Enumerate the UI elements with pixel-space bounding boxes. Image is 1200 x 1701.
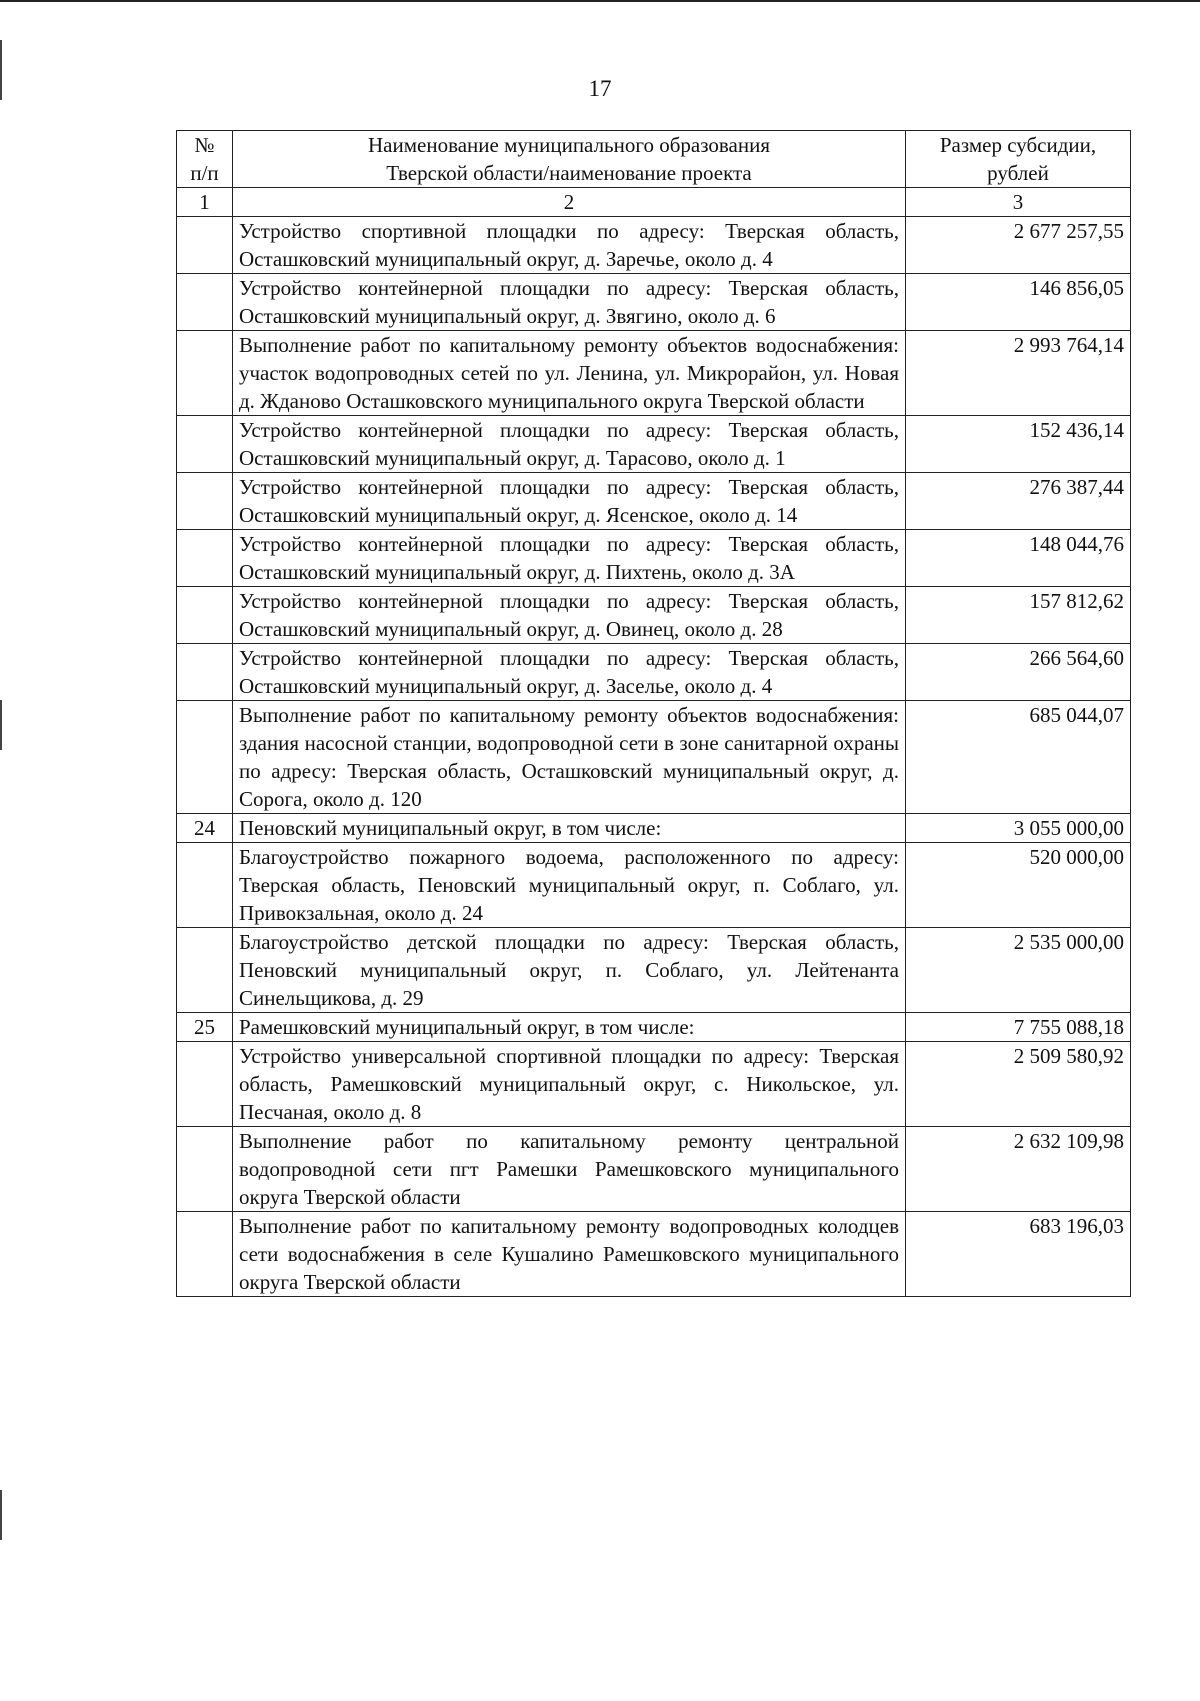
subsidy-amount: 2 535 000,00 bbox=[906, 928, 1131, 1013]
table-row bbox=[177, 416, 1131, 473]
table-row bbox=[177, 331, 1131, 416]
project-name: Устройство контейнерной площадки по адресу: Тверская область, Осташковский муниципальный округ, д. Звягино, около д. 6 bbox=[233, 274, 906, 331]
subsidy-amount: 276 387,44 bbox=[906, 473, 1131, 530]
project-name: Устройство контейнерной площадки по адресу: Тверская область, Осташковский муниципальный округ, д. Овинец, около д. 28 bbox=[233, 587, 906, 644]
table-row bbox=[177, 473, 1131, 530]
table-row bbox=[177, 1042, 1131, 1127]
row-number bbox=[177, 274, 233, 331]
row-number bbox=[177, 1127, 233, 1212]
project-name: Выполнение работ по капитальному ремонту водопроводных колодцев сети водоснабжения в селе Кушалино Рамешковского муниципального округа Тверской области bbox=[233, 1212, 906, 1297]
row-number: 25 bbox=[177, 1013, 233, 1042]
row-number bbox=[177, 1212, 233, 1297]
row-number bbox=[177, 1042, 233, 1127]
subsidy-amount: 152 436,14 bbox=[906, 416, 1131, 473]
row-number bbox=[177, 843, 233, 928]
row-number bbox=[177, 473, 233, 530]
table-row bbox=[177, 701, 1131, 814]
row-number bbox=[177, 644, 233, 701]
subsidy-amount: 146 856,05 bbox=[906, 274, 1131, 331]
row-number bbox=[177, 928, 233, 1013]
row-number bbox=[177, 701, 233, 814]
subsidy-amount: 266 564,60 bbox=[906, 644, 1131, 701]
subsidy-amount: 2 632 109,98 bbox=[906, 1127, 1131, 1212]
project-name: Устройство спортивной площадки по адресу: Тверская область, Осташковский муниципальный округ, д. Заречье, около д. 4 bbox=[233, 217, 906, 274]
column-number: 1 bbox=[177, 188, 233, 217]
table-row bbox=[177, 217, 1131, 274]
subsidy-amount: 7 755 088,18 bbox=[906, 1013, 1131, 1042]
table-row bbox=[177, 1212, 1131, 1297]
project-name: Устройство контейнерной площадки по адресу: Тверская область, Осташковский муниципальный округ, д. Заселье, около д. 4 bbox=[233, 644, 906, 701]
subsidy-amount: 685 044,07 bbox=[906, 701, 1131, 814]
project-name: Устройство контейнерной площадки по адресу: Тверская область, Осташковский муниципальный округ, д. Пихтень, около д. 3А bbox=[233, 530, 906, 587]
table-row bbox=[177, 644, 1131, 701]
subsidy-amount: 520 000,00 bbox=[906, 843, 1131, 928]
project-name: Благоустройство пожарного водоема, расположенного по адресу: Тверская область, Пеновский муниципальный округ, п. Соблаго, ул. Привокзальная, около д. 24 bbox=[233, 843, 906, 928]
project-name: Устройство контейнерной площадки по адресу: Тверская область, Осташковский муниципальный округ, д. Ясенское, около д. 14 bbox=[233, 473, 906, 530]
table-row bbox=[177, 1127, 1131, 1212]
subsidy-table bbox=[176, 130, 1131, 1297]
column-numbers-row bbox=[177, 188, 1131, 217]
row-number bbox=[177, 416, 233, 473]
header-number: № п/п bbox=[177, 131, 233, 188]
subsidy-amount: 2 993 764,14 bbox=[906, 331, 1131, 416]
subsidy-amount: 148 044,76 bbox=[906, 530, 1131, 587]
column-number: 3 bbox=[906, 188, 1131, 217]
subsidy-amount: 157 812,62 bbox=[906, 587, 1131, 644]
project-name: Выполнение работ по капитальному ремонту объектов водоснабжения: участок водопроводных сетей по ул. Ленина, ул. Микрорайон, ул. Новая д. Жданово Осташковского муниципального округа Тверской области bbox=[233, 331, 906, 416]
header-name: Наименование муниципального образования Тверской области/наименование проекта bbox=[233, 131, 906, 188]
row-number: 24 bbox=[177, 814, 233, 843]
column-number: 2 bbox=[233, 188, 906, 217]
table-row bbox=[177, 530, 1131, 587]
project-name: Благоустройство детской площадки по адресу: Тверская область, Пеновский муниципальный округ, п. Соблаго, ул. Лейтенанта Синельщикова, д. 29 bbox=[233, 928, 906, 1013]
row-number bbox=[177, 217, 233, 274]
scan-left-mark bbox=[0, 1490, 2, 1540]
project-name: Устройство универсальной спортивной площадки по адресу: Тверская область, Рамешковский муниципальный округ, с. Никольское, ул. Песчаная, около д. 8 bbox=[233, 1042, 906, 1127]
project-name: Пеновский муниципальный округ, в том числе: bbox=[233, 814, 906, 843]
scan-top-border bbox=[0, 0, 1200, 2]
table-group-row bbox=[177, 814, 1131, 843]
page-number: 17 bbox=[588, 76, 612, 101]
table-header-row bbox=[177, 131, 1131, 188]
subsidy-amount: 683 196,03 bbox=[906, 1212, 1131, 1297]
table-row bbox=[177, 587, 1131, 644]
row-number bbox=[177, 331, 233, 416]
project-name: Рамешковский муниципальный округ, в том числе: bbox=[233, 1013, 906, 1042]
subsidy-amount: 2 677 257,55 bbox=[906, 217, 1131, 274]
project-name: Выполнение работ по капитальному ремонту центральной водопроводной сети пгт Рамешки Рамешковского муниципального округа Тверской области bbox=[233, 1127, 906, 1212]
header-amount: Размер субсидии, рублей bbox=[906, 131, 1131, 188]
subsidy-amount: 2 509 580,92 bbox=[906, 1042, 1131, 1127]
scan-left-mark bbox=[0, 700, 2, 750]
table-row bbox=[177, 928, 1131, 1013]
table-group-row bbox=[177, 1013, 1131, 1042]
subsidy-amount: 3 055 000,00 bbox=[906, 814, 1131, 843]
row-number bbox=[177, 587, 233, 644]
project-name: Выполнение работ по капитальному ремонту объектов водоснабжения: здания насосной станции, водопроводной сети в зоне санитарной охраны по адресу: Тверская область, Осташковский муниципальный округ, д. Сорога, около д. 120 bbox=[233, 701, 906, 814]
row-number bbox=[177, 530, 233, 587]
table-row bbox=[177, 274, 1131, 331]
table-row bbox=[177, 843, 1131, 928]
project-name: Устройство контейнерной площадки по адресу: Тверская область, Осташковский муниципальный округ, д. Тарасово, около д. 1 bbox=[233, 416, 906, 473]
